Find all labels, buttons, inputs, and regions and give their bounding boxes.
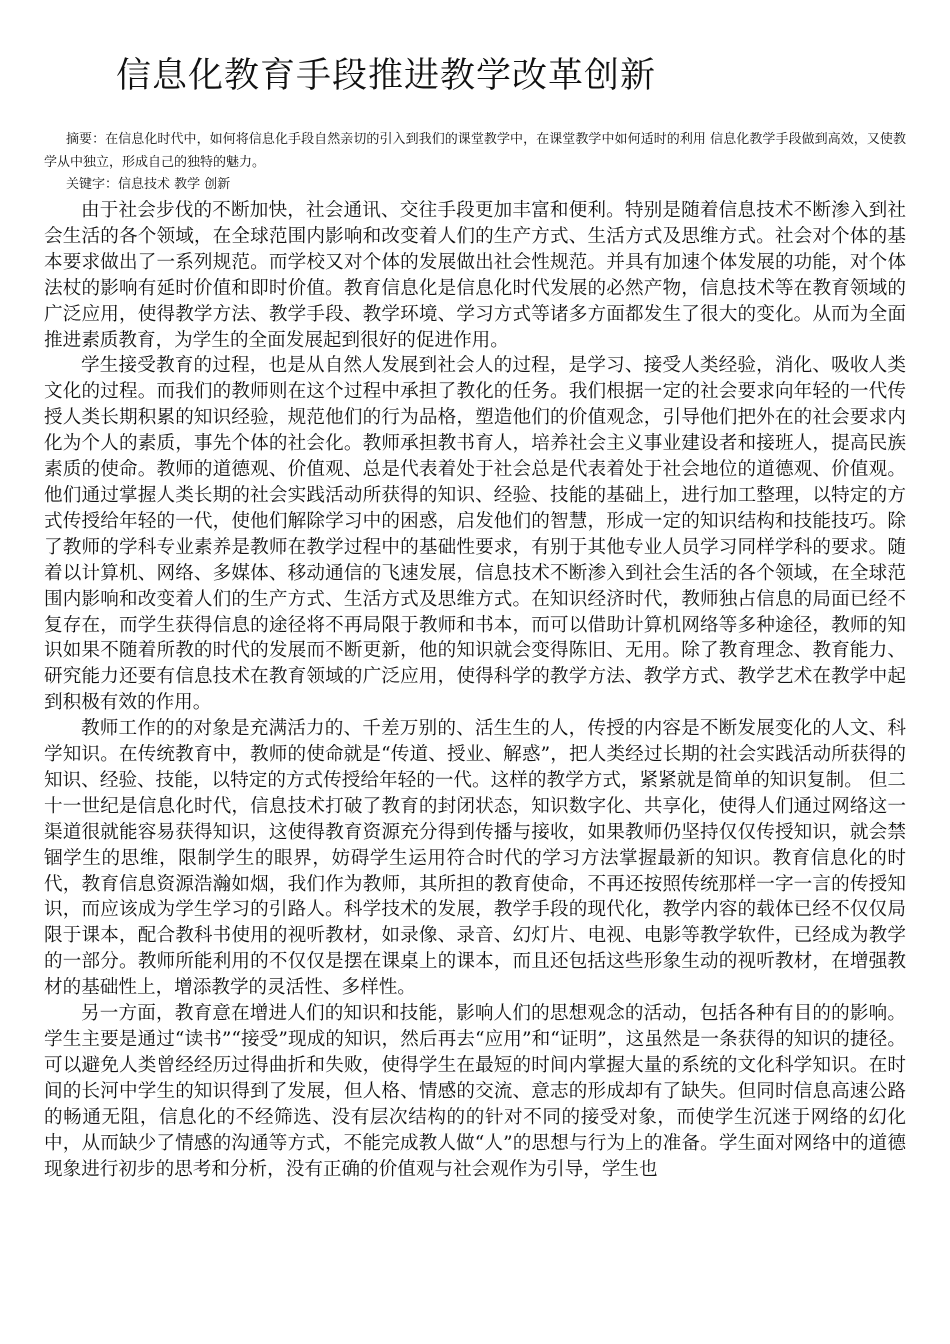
abstract: 摘要：在信息化时代中，如何将信息化手段自然亲切的引入到我们的课堂教学中，在课堂教学中如何适时的利用 信息化教学手段做到高效，又使教学从中独立，形成自己的独特的魅力。 <box>44 132 906 170</box>
paragraph: 由于社会步伐的不断加快，社会通讯、交往手段更加丰富和便利。特别是随着信息技术不断渗入到社会生活的各个领域，在全球范围内影响和改变着人们的生产方式、生活方式及思维方式。社会对个体的基本要求做出了一系列规范。而学校又对个体的发展做出社会性规范。并具有加速个体发展的功能，对个体法杖的影响有延时价值和即时价值。教育信息化是信息化时代发展的必然产物，信息技术等在教育领域的广泛应用，使得教学方法、教学手段、教学环境、学习方式等诸多方面都发生了很大的变化。从而为全面推进素质教育，为学生的全面发展起到很好的促进作用。 <box>44 200 906 351</box>
document-title: 信息化教育手段推进教学改革创新 <box>116 56 657 96</box>
body-text <box>44 198 906 1182</box>
paragraph: 另一方面，教育意在增进人们的知识和技能，影响人们的思想观念的活动，包括各种有目的的影响。学生主要是通过“读书”“接受”现成的知识，然后再去“应用”和“证明”，这虽然是一条获得的知识的捷径。可以避免人类曾经经历过得曲折和失败，使得学生在最短的时间内掌握大量的系统的文化科学知识。在时间的长河中学生的知识得到了发展，但人格、情感的交流、意志的形成却有了缺失。但同时信息高速公路的畅通无阻，信息化的不经筛选、没有层次结构的的针对不同的接受对象，而使学生沉迷于网络的幻化中，从而缺少了情感的沟通等方式，不能完成教人做“人”的思想与行为上的准备。学生面对网络中的道德现象进行初步的思考和分析，没有正确的价值观与社会观作为引导，学生也 <box>44 1003 906 1180</box>
paragraph: 学生接受教育的过程，也是从自然人发展到社会人的过程，是学习、接受人类经验，消化、吸收人类文化的过程。而我们的教师则在这个过程中承担了教化的任务。我们根据一定的社会要求向年轻的一代传授人类长期积累的知识经验，规范他们的行为品格，塑造他们的价值观念，引导他们把外在的社会要求内化为个人的素质，事先个体的社会化。教师承担教书育人，培养社会主义事业建设者和接班人，提高民族素质的使命。教师的道德观、价值观、总是代表着处于社会总是代表着处于社会地位的道德观、价值观。他们通过掌握人类长期的社会实践活动所获得的知识、经验、技能的基础上，进行加工整理，以特定的方式传授给年轻的一代，使他们解除学习中的困惑，启发他们的智慧，形成一定的知识结构和技能技巧。除了教师的学科专业素养是教师在教学过程中的基础性要求，有别于其他专业人员学习同样学科的要求。随着以计算机、网络、多媒体、移动通信的飞速发展，信息技术不断渗入到社会生活的各个领域，在全球范围内影响和改变着人们的生产方式、生活方式及思维方式。在知识经济时代，教师独占信息的局面已经不复存在，而学生获得信息的途径将不再局限于教师和书本，而可以借助计算机网络等多种途径，教师的知识如果不随着所教的时代的发展而不断更新，他的知识就会变得陈旧、无用。除了教育理念、教育能力、研究能力还要有信息技术在教育领域的广泛应用，使得科学的教学方法、教学方式、教学艺术在教学中起到积极有效的作用。 <box>44 355 906 714</box>
keywords: 关键字：信息技术 教学 创新 <box>66 177 231 192</box>
paragraph: 教师工作的的对象是充满活力的、千差万别的、活生生的人，传授的内容是不断发展变化的人文、科学知识。在传统教育中，教师的使命就是“传道、授业、解惑”，把人类经过长期的社会实践活动所获得的知识、经验、技能，以特定的方式传授给年轻的一代。这样的教学方式，紧紧就是简单的知识复制。 但二十一世纪是信息化时代，信息技术打破了教育的封闭状态，知识数字化、共享化，使得人们通过网络这一渠道很就能容易获得知识，这使得教育资源充分得到传播与接收，如果教师仍坚持仅仅传授知识，就会禁锢学生的思维，限制学生的眼界，妨碍学生运用符合时代的学习方法掌握最新的知识。教育信息化的时代，教育信息资源浩瀚如烟，我们作为教师，其所担的教育使命，不再还按照传统那样一字一言的传授知识，而应该成为学生学习的引路人。科学技术的发展，教学手段的现代化，教学内容的载体已经不仅仅局限于课本，配合教科书使用的视听教材，如录像、录音、幻灯片、电视、电影等教学软件，已经成为教学的一部分。教师所能利用的不仅仅是摆在课桌上的课本，而且还包括这些形象生动的视听教材，在增强教材的基础性上，增添教学的灵活性、多样性。 <box>44 718 906 999</box>
